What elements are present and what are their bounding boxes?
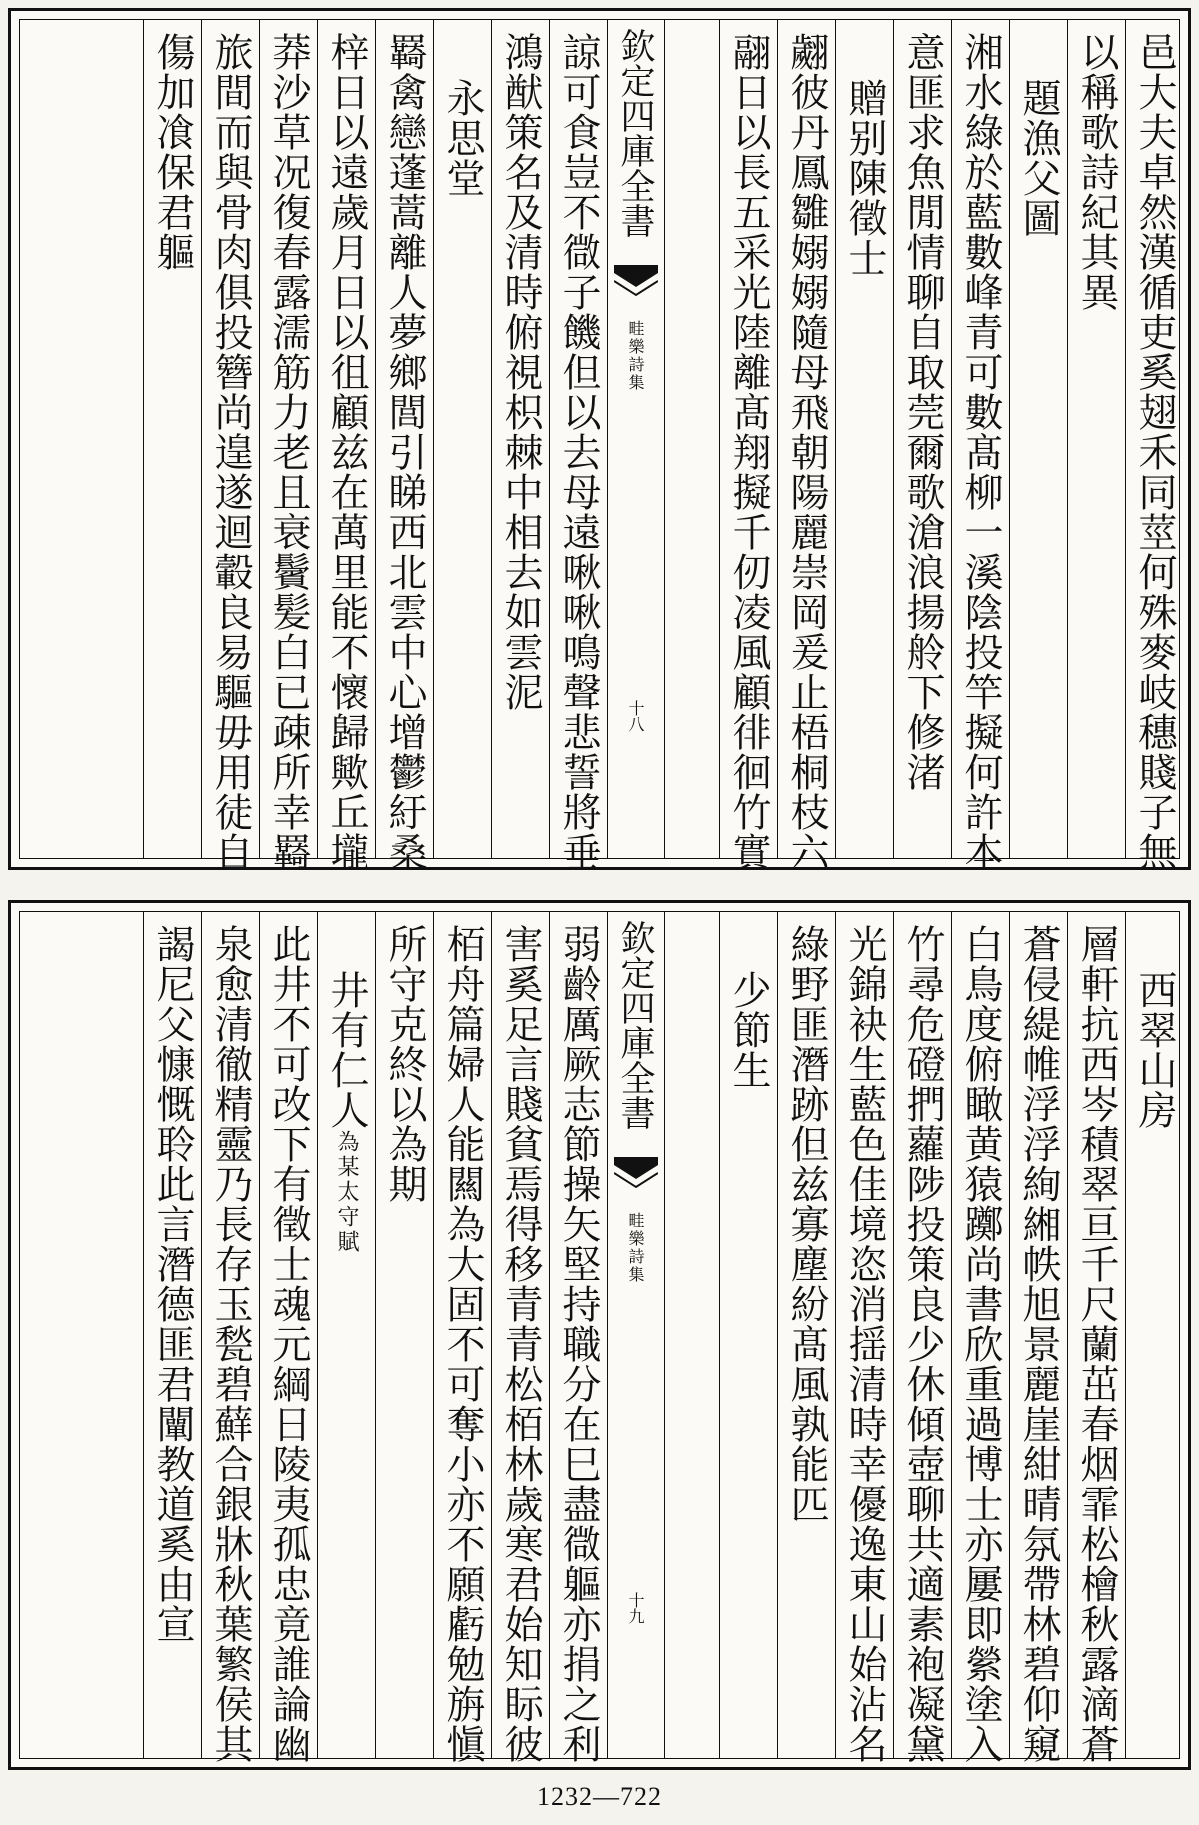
text-line: 害奚足言賤貧焉得移青青松栢林歲寒君始知眎彼 — [498, 924, 543, 1764]
text-line: 謁尼父慷慨聆此言潛德匪君闡教道奚由宣 — [150, 924, 195, 1644]
title-column — [317, 912, 375, 1758]
poem-title: 少節生 — [726, 970, 771, 1090]
text-column — [491, 20, 549, 858]
poem-title: 題漁父圖 — [1016, 78, 1061, 238]
text-column — [317, 20, 375, 872]
text-line: 綠野匪潛跡但兹寡塵紛髙風孰能匹 — [784, 924, 829, 1524]
text-column — [375, 20, 433, 872]
page-number: 十九 — [626, 1592, 645, 1624]
text-column — [1067, 912, 1125, 1764]
text-line: 以稱歌詩紀其異 — [1074, 32, 1119, 312]
text-column — [1125, 20, 1183, 872]
book-title: 欽定四庫全書 — [615, 920, 655, 1130]
text-line: 邑大夫卓然漢循吏奚翅禾同莖何殊麥岐穗賤子無 — [1132, 32, 1177, 872]
book-title: 欽定四庫全書 — [615, 28, 655, 238]
text-column — [433, 912, 491, 1764]
text-line: 羇禽戀蓬蒿離人夢鄉閭引睇西北雲中心增鬱紆桑 — [382, 32, 427, 872]
text-line: 翮日以長五采光陸離髙翔擬千仞凌風顧徘徊竹實 — [726, 32, 771, 872]
text-column — [549, 20, 607, 872]
text-line: 此井不可改下有徵士魂元綱日陵夷孤忠竟誰論幽 — [266, 924, 311, 1764]
center-fold-column — [607, 20, 665, 858]
text-column — [143, 912, 201, 1758]
text-column — [777, 912, 835, 1758]
text-line: 湘水綠於藍數峰青可數髙柳一溪陰投竿擬何許本 — [958, 32, 1003, 872]
page-code: 1232—722 — [537, 1782, 662, 1811]
title-column — [433, 20, 491, 858]
text-line: 傷加飡保君軀 — [150, 32, 195, 272]
text-column — [143, 20, 201, 858]
text-column — [951, 912, 1009, 1764]
text-line: 諒可食豈不㣲子饑但以去母遠啾啾鳴聲悲誓將垂 — [556, 32, 601, 872]
text-column — [719, 20, 777, 872]
text-column — [1067, 20, 1125, 858]
text-column — [951, 20, 1009, 872]
poem-title-text: 井有仁人 — [324, 970, 369, 1130]
text-column — [893, 912, 951, 1764]
text-column — [375, 912, 433, 1758]
text-column — [259, 912, 317, 1764]
text-line: 栢舟篇婦人能闗為大固不可奪小亦不願虧勉旃愼 — [440, 924, 485, 1764]
text-line: 梓日以遠歲月日以徂顧兹在萬里能不懷歸歟丘壠 — [324, 32, 369, 872]
text-line: 鴻猷策名及清時俯視枳棘中相去如雲泥 — [498, 32, 543, 712]
title-note: 為某太守賦 — [334, 1130, 359, 1255]
text-column — [1009, 912, 1067, 1764]
text-line: 竹尋危磴捫蘿陟投策良少休傾壺聊共適素袍凝黛 — [900, 924, 945, 1764]
text-line: 層軒抗西岑積翠亘千尺蘭茁春烟霏松檜秋露滴蒼 — [1074, 924, 1119, 1764]
text-column — [491, 912, 549, 1764]
text-line: 蒼侵緹帷浮浮絢緗帙旭景麗崖紺晴氛帶林碧仰窺 — [1016, 924, 1061, 1764]
text-line: 所守克終以為期 — [382, 924, 427, 1204]
text-line: 泉愈清徹精靈乃長存玉甃碧蘚合銀牀秋葉繁侯其 — [208, 924, 253, 1764]
text-line: 旅間而與骨肉俱投簪尚遑遂迴轂良易驅毋用徒自 — [208, 32, 253, 872]
poem-title: 贈别陳徵士 — [842, 78, 887, 278]
bottom-page-panel — [8, 900, 1191, 1770]
center-fold-column — [607, 912, 665, 1758]
collection-name: 畦樂詩集 — [626, 1212, 645, 1284]
title-column — [1009, 20, 1067, 858]
title-column — [719, 912, 777, 1758]
title-column — [1125, 912, 1183, 1758]
fishtail-mark-icon — [614, 265, 658, 305]
title-column — [835, 20, 893, 858]
collection-name: 畦樂詩集 — [626, 320, 645, 392]
text-column — [835, 912, 893, 1764]
text-line: 弱齡厲厥志節操矢堅持職分在巳盡㣲軀亦捐之利 — [556, 924, 601, 1764]
poem-title — [318, 970, 375, 1255]
text-line: 意匪求魚閒情聊自取莞爾歌滄浪揚舲下修渚 — [900, 32, 945, 792]
text-line: 莽沙草况復春露濡筋力老且衰鬢髪白已疎所幸羇 — [266, 32, 311, 872]
text-column — [777, 20, 835, 872]
poem-title: 西翠山房 — [1132, 970, 1177, 1130]
poem-title: 永思堂 — [440, 78, 485, 198]
text-column — [549, 912, 607, 1764]
fishtail-mark-icon — [614, 1157, 658, 1197]
text-line: 白鳥度俯瞰黄猿躑尚書欣重過博士亦屢即縈塗入 — [958, 924, 1003, 1764]
text-line: 光錦袂生藍色佳境恣消揺清時幸優逸東山始沾名 — [842, 924, 887, 1764]
bottom-page-frame — [19, 911, 1180, 1764]
top-page-panel — [8, 8, 1191, 870]
text-column — [259, 20, 317, 872]
text-column — [201, 20, 259, 872]
text-column — [201, 912, 259, 1764]
text-line: 翽彼丹鳳雛嫋嫋隨母飛朝陽麗崇岡爰止梧桐枝六 — [784, 32, 829, 872]
top-page-frame — [19, 19, 1180, 872]
text-column — [893, 20, 951, 858]
page-number: 十八 — [626, 700, 645, 732]
